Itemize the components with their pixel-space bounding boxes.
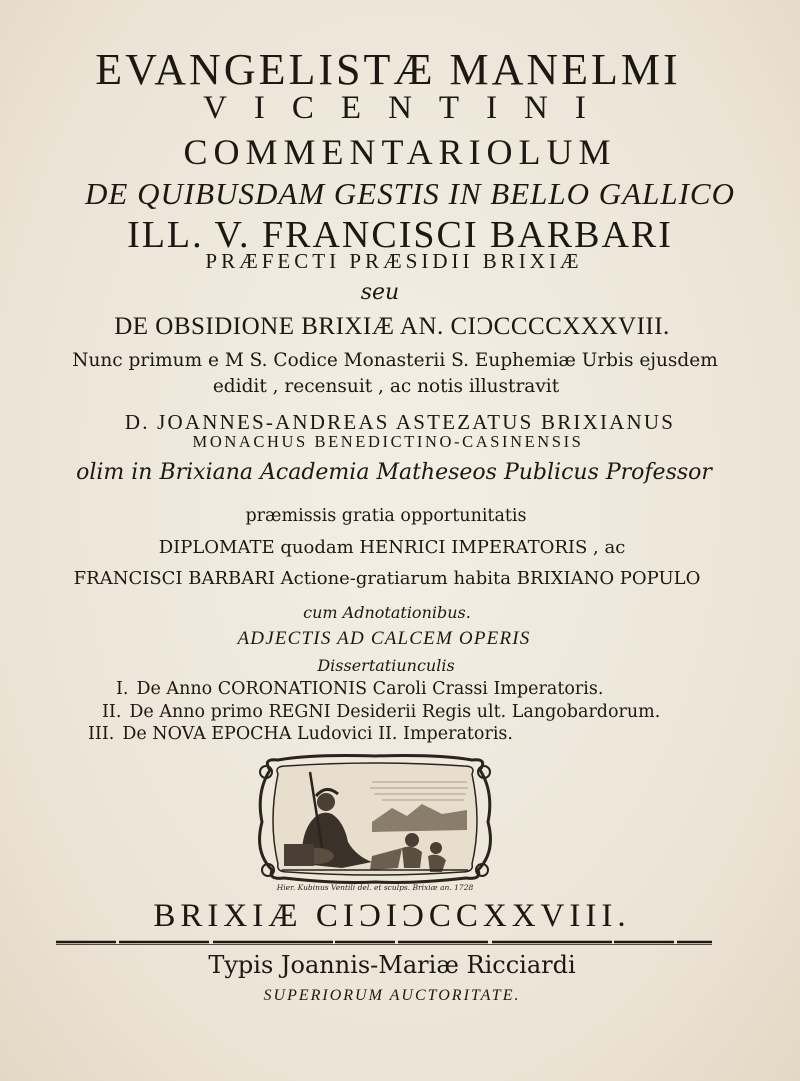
appended-line: ADJECTIS AD CALCEM OPERIS: [237, 628, 531, 649]
engraver-caption: Hier. Kubinus Ventili del. et sculps. Brixiæ an. 1728: [276, 883, 474, 892]
dissertation-numeral: I.: [116, 679, 129, 699]
author-origin: VICENTINI: [203, 90, 613, 126]
premised-line: præmissis gratia opportunitatis: [245, 506, 527, 526]
subject-line: DE QUIBUSDAM GESTIS IN BELLO GALLICO: [85, 176, 735, 211]
editorial-action: edidit , recensuit , ac notis illustravit: [212, 376, 560, 397]
annotations-line: cum Adnotationibus.: [303, 603, 471, 622]
dissertation-numeral: III.: [88, 724, 115, 744]
work-type: COMMENTARIOLUM: [183, 132, 617, 172]
oration-line: FRANCISCI BARBARI Actione-gratiarum habita BRIXIANO POPULO: [73, 568, 701, 589]
source-line: Nunc primum e M S. Codice Monasterii S. Euphemiæ Urbis ejusdem: [72, 350, 718, 371]
editor-role: olim in Brixiana Academia Matheseos Publicus Professor: [76, 460, 712, 485]
dissertation-text: De Anno primo REGNI Desiderii Regis ult. Langobardorum.: [129, 702, 661, 722]
office-line: PRÆFECTI PRÆSIDII BRIXIÆ: [205, 249, 583, 273]
diploma-line: DIPLOMATE quodam HENRICI IMPERATORIS , ac: [158, 537, 626, 558]
dissertation-item: [116, 681, 756, 699]
dissertation-numeral: II.: [102, 702, 122, 722]
dissertation-text: De Anno CORONATIONIS Caroli Crassi Imperatoris.: [136, 679, 604, 699]
divider-rule: [56, 940, 712, 946]
dissertations-heading: Dissertatiunculis: [317, 656, 455, 675]
editor-name: D. JOANNES-ANDREAS ASTEZATUS BRIXIANUS: [124, 410, 676, 434]
author-name: EVANGELISTÆ MANELMI: [95, 45, 681, 94]
permission-line: SUPERIORUM AUCTORITATE.: [263, 987, 521, 1004]
dissertation-item: [102, 704, 742, 722]
alt-title: DE OBSIDIONE BRIXIÆ AN. CIƆCCCCXXXVIII.: [114, 313, 670, 340]
engraved-vignette: [252, 752, 498, 892]
dissertation-item: [88, 726, 728, 744]
printer-line: Typis Joannis-Mariæ Ricciardi: [208, 951, 576, 979]
dissertation-text: De NOVA EPOCHA Ludovici II. Imperatoris.: [122, 724, 513, 744]
imprint-place-date: BRIXIÆ CIƆIƆCCXXVIII.: [153, 898, 631, 934]
editor-order: MONACHUS BENEDICTINO-CASINENSIS: [192, 432, 584, 451]
person-line: ILL. V. FRANCISCI BARBARI: [127, 214, 673, 256]
conjunction-seu: seu: [360, 280, 400, 305]
